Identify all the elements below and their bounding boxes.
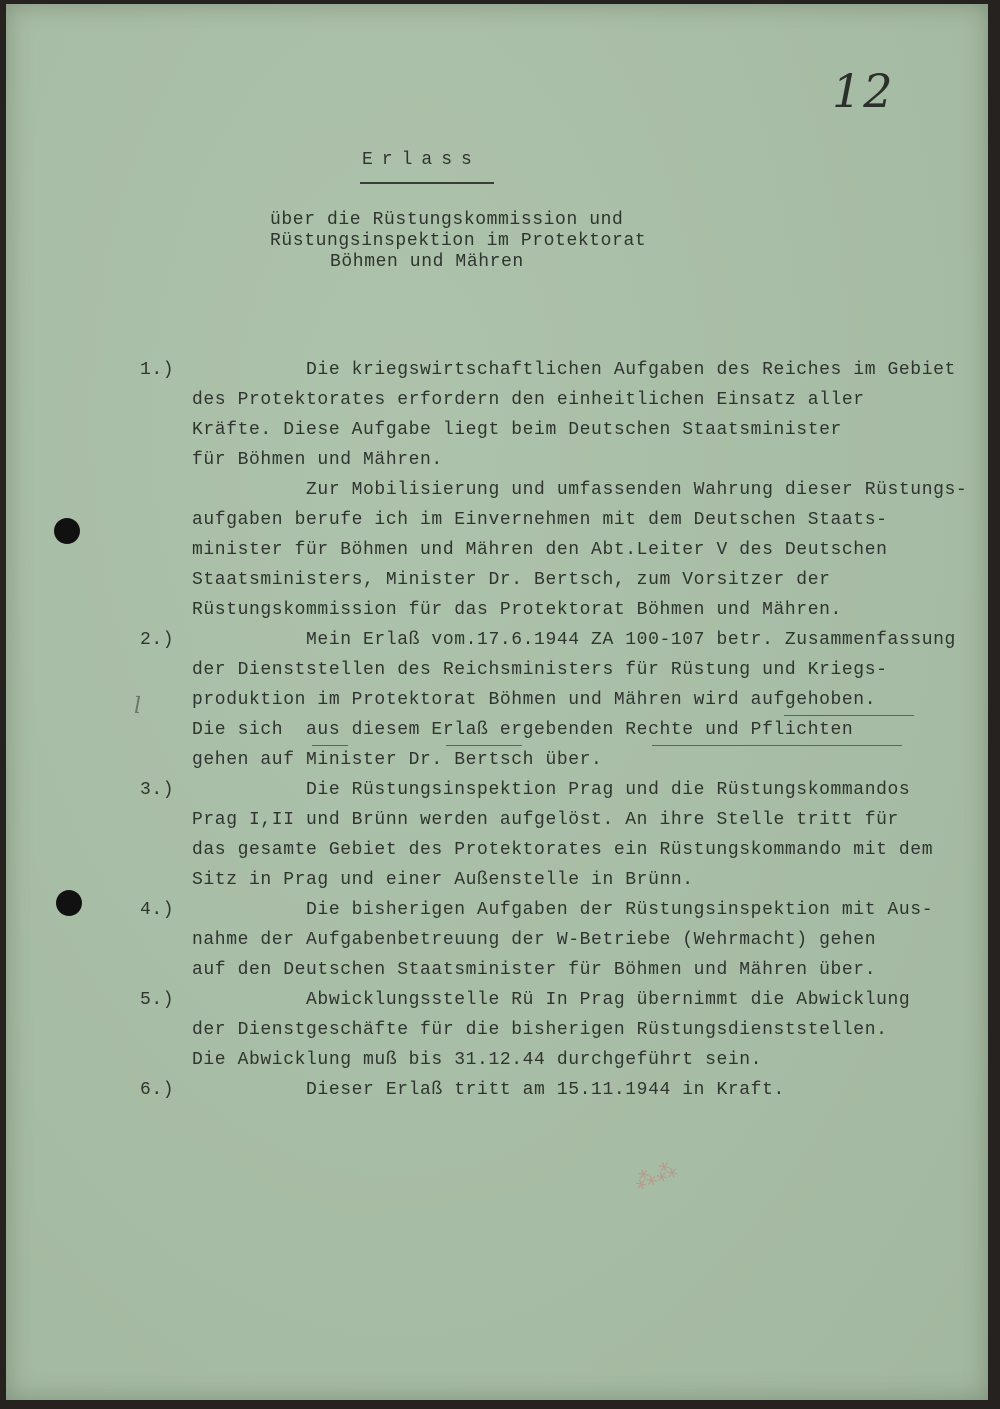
- section-1-line: Die kriegswirtschaftlichen Aufgaben des Reiches im Gebiet: [192, 360, 956, 380]
- section-number: 1.): [140, 360, 175, 380]
- document-title: Erlass: [362, 150, 481, 170]
- section-2-line: produktion im Protektorat Böhmen und Mähren wird aufgehoben.: [192, 690, 877, 710]
- section-5-line: der Dienstgeschäfte für die bisherigen Rüstungsdienststellen.: [192, 1020, 888, 1040]
- section-1-line: des Protektorates erfordern den einheitlichen Einsatz aller: [192, 390, 865, 410]
- section-number: 4.): [140, 900, 175, 920]
- section-number: 2.): [140, 630, 175, 650]
- section-3-line: Prag I,II und Brünn werden aufgelöst. An ihre Stelle tritt für: [192, 810, 899, 830]
- faint-stamp: ⁂⁂: [631, 1157, 681, 1196]
- section-1-line: für Böhmen und Mähren.: [192, 450, 443, 470]
- section-2-line: Die sich aus diesem Erlaß ergebenden Rechte und Pflichten: [192, 720, 854, 740]
- title-underline: [360, 182, 494, 184]
- section-6-line: Dieser Erlaß tritt am 15.11.1944 in Kraft.: [192, 1080, 785, 1100]
- handwritten-page-number: 12: [832, 64, 895, 118]
- section-5-line: Abwicklungsstelle Rü In Prag übernimmt die Abwicklung: [192, 990, 911, 1010]
- section-1-line: minister für Böhmen und Mähren den Abt.Leiter V des Deutschen: [192, 540, 888, 560]
- subtitle-line-3: Böhmen und Mähren: [330, 252, 524, 272]
- pencil-underline: [312, 745, 348, 746]
- section-4-line: Die bisherigen Aufgaben der Rüstungsinspektion mit Aus-: [192, 900, 934, 920]
- section-1-line: Rüstungskommission für das Protektorat Böhmen und Mähren.: [192, 600, 842, 620]
- punch-hole: [54, 518, 80, 544]
- document-page: [6, 4, 988, 1400]
- pencil-underline: [784, 715, 914, 716]
- subtitle-line-2: Rüstungsinspektion im Protektorat: [270, 231, 647, 251]
- punch-hole: [56, 890, 82, 916]
- section-3-line: Sitz in Prag und einer Außenstelle in Brünn.: [192, 870, 694, 890]
- section-number: 3.): [140, 780, 175, 800]
- section-number: 6.): [140, 1080, 175, 1100]
- section-1-line: Zur Mobilisierung und umfassenden Wahrung dieser Rüstungs-: [192, 480, 968, 500]
- section-5-line: Die Abwicklung muß bis 31.12.44 durchgeführt sein.: [192, 1050, 763, 1070]
- section-4-line: auf den Deutschen Staatsminister für Böhmen und Mähren über.: [192, 960, 877, 980]
- pencil-margin-mark: l: [134, 694, 142, 719]
- section-2-line: der Dienststellen des Reichsministers für Rüstung und Kriegs-: [192, 660, 888, 680]
- pencil-underline: [652, 745, 902, 746]
- section-number: 5.): [140, 990, 175, 1010]
- section-1-line: aufgaben berufe ich im Einvernehmen mit dem Deutschen Staats-: [192, 510, 888, 530]
- section-1-line: Staatsministers, Minister Dr. Bertsch, zum Vorsitzer der: [192, 570, 831, 590]
- section-3-line: Die Rüstungsinspektion Prag und die Rüstungskommandos: [192, 780, 911, 800]
- section-2-line: Mein Erlaß vom.17.6.1944 ZA 100-107 betr. Zusammenfassung: [192, 630, 956, 650]
- section-2-line: gehen auf Minister Dr. Bertsch über.: [192, 750, 603, 770]
- section-3-line: das gesamte Gebiet des Protektorates ein Rüstungskommando mit dem: [192, 840, 934, 860]
- section-1-line: Kräfte. Diese Aufgabe liegt beim Deutschen Staatsminister: [192, 420, 842, 440]
- subtitle-line-1: über die Rüstungskommission und: [270, 210, 624, 230]
- pencil-underline: [446, 745, 522, 746]
- section-4-line: nahme der Aufgabenbetreuung der W-Betriebe (Wehrmacht) gehen: [192, 930, 877, 950]
